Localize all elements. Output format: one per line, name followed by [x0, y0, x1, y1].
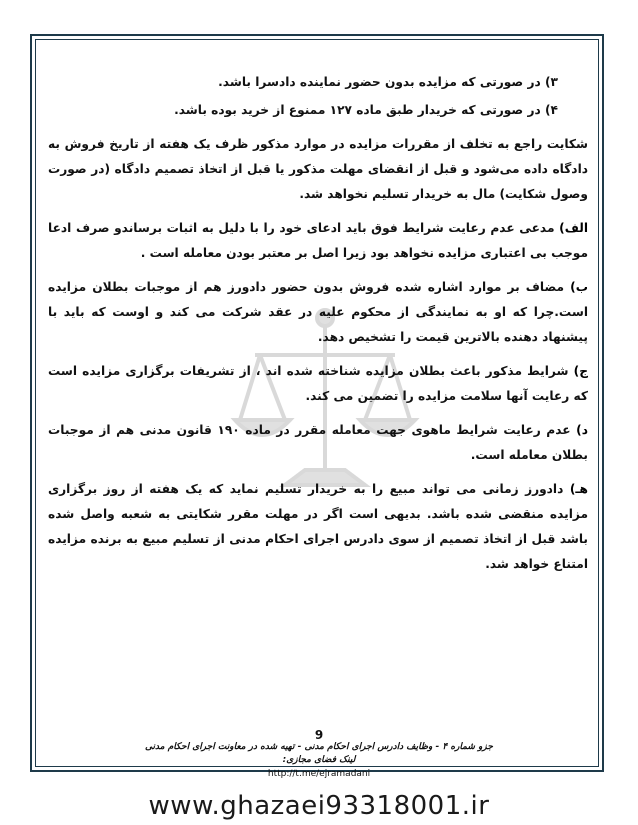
- note-alef: [48, 216, 588, 266]
- note-key: هـ): [569, 482, 588, 496]
- document-body: [48, 70, 588, 577]
- note-text: دادورز زمانی می تواند مبیع را به خریدار تسلیم نماید که یک هفته از روز برگزاری مزایده منقضی شده باشد. بدیهی است اگر در مهلت مقرر شکایتی به شعبه واصل شده باشد قبل از اتخاذ تصمیم از سوی دادرس اجرای احکام مدنی از تسلیم مبیع به برنده مزایده امتناع خواهد شد.: [48, 482, 588, 571]
- note-he: [48, 477, 588, 577]
- website-watermark: www.ghazaei93318001.ir: [148, 791, 490, 821]
- list-item-3: [48, 70, 588, 95]
- footer-title: جزو شماره ۴ - وظایف دادرس اجرای احکام مدنی - تهیه شده در معاونت اجرای احکام مدنی: [145, 742, 493, 752]
- page-number: 9: [314, 728, 324, 742]
- note-key: د): [576, 423, 588, 437]
- note-dal: [48, 418, 588, 468]
- note-text: مدعی عدم رعایت شرایط فوق باید ادعای خود را با دلیل به اثبات برساندو صرف ادعا موجب بی اعتباری مزایده نخواهد بود زیرا اصل بر معتبر بودن معامله است .: [48, 221, 588, 260]
- note-jim: [48, 359, 588, 409]
- note-key: ب): [570, 280, 588, 294]
- note-text: عدم رعایت شرایط ماهوی جهت معامله مقرر در ماده ۱۹۰ قانون مدنی هم از موجبات بطلان معامله است.: [48, 423, 588, 462]
- note-key: الف): [559, 221, 588, 235]
- note-be: [48, 275, 588, 350]
- list-item-4: [48, 98, 588, 123]
- item-text: در صورتی که مزایده بدون حضور نماینده دادسرا باشد.: [218, 75, 541, 89]
- intro-paragraph: شکایت راجع به تخلف از مقررات مزایده در موارد مذکور ظرف یک هفته از تاریخ فروش به دادگاه داده می‌شود و قبل از انقضای مهلت مذکور یا قبل از اتخاذ تصمیم دادگاه (در صورت وصول شکایت) مال به خریدار تسلیم نخواهد شد.: [48, 137, 588, 201]
- note-key: ج): [573, 364, 588, 378]
- footer-channel-label: لینک فضای مجازی:: [282, 755, 356, 765]
- item-text: در صورتی که خریدار طبق ماده ۱۲۷ ممنوع از خرید بوده باشد.: [174, 103, 541, 117]
- item-number: ۴): [544, 103, 558, 117]
- note-text: مضاف بر موارد اشاره شده فروش بدون حضور دادورز هم از موجبات بطلان مزایده است.چرا که او به نمایندگی از محکوم علیه در عقد شرکت می کند و اوست که باید با پیشنهاد دهنده بالاترین قیمت را تشخیص دهد.: [48, 280, 588, 344]
- item-number: ۳): [544, 75, 558, 89]
- footer-link[interactable]: http://t.me/ejramadani: [267, 769, 371, 779]
- note-text: شرایط مذکور باعث بطلان مزایده شناخته شده اند ، از تشریفات برگزاری مزایده است که رعایت آنها سلامت مزایده را تضمین می کند.: [48, 364, 588, 403]
